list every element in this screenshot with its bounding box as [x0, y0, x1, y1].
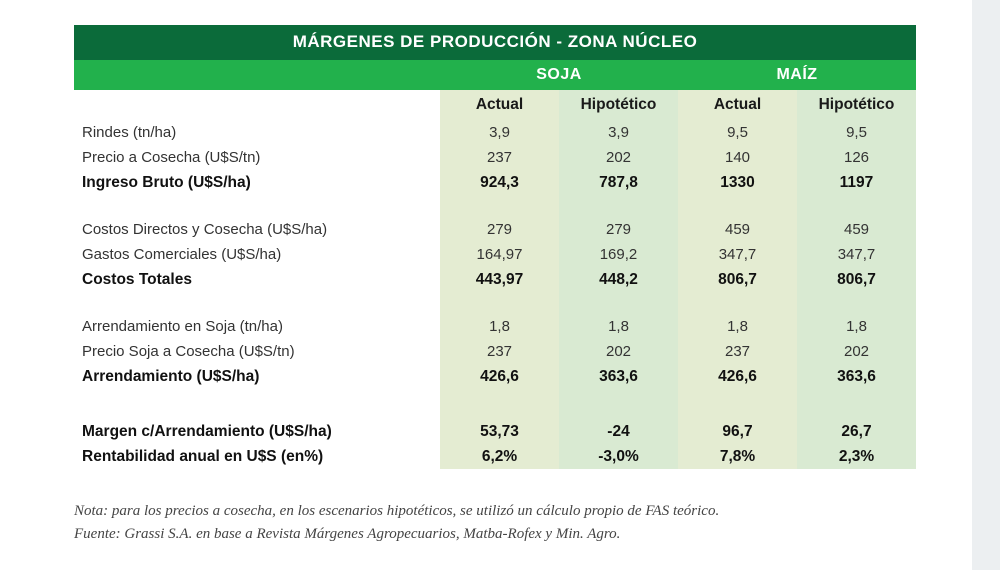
scenario-header-soja-hipotetico: Hipotético [580, 96, 657, 113]
table-notes [74, 500, 934, 545]
source-line: Fuente: Grassi S.A. en base a Revista Márgenes Agropecuarios, Matba-Rofex y Min. Agro. [74, 525, 621, 542]
table-row [74, 314, 916, 339]
row-label: Precio a Cosecha (U$S/tn) [82, 149, 261, 166]
row-label: Costos Directos y Cosecha (U$S/ha) [82, 221, 328, 238]
row-label: Gastos Comerciales (U$S/ha) [82, 246, 282, 263]
table-row [74, 170, 916, 195]
row-value: 363,6 [599, 367, 638, 385]
row-value: 237 [486, 149, 513, 166]
row-value: 363,6 [837, 367, 876, 385]
crop-header-soja: SOJA [536, 66, 582, 83]
row-value: 1197 [839, 173, 874, 191]
row-spacer [74, 195, 916, 217]
table-row [74, 120, 916, 145]
table-row [74, 217, 916, 242]
table-row [74, 444, 916, 469]
row-value: 202 [605, 149, 632, 166]
row-value: 6,2% [481, 447, 518, 465]
row-value: 9,5 [727, 124, 748, 141]
scenario-header-soja-actual: Actual [475, 96, 524, 113]
row-value: 237 [486, 343, 513, 360]
row-label: Costos Totales [82, 270, 192, 288]
row-value: 459 [843, 221, 870, 238]
crop-header-row [74, 60, 916, 90]
table-row [74, 267, 916, 292]
row-value: -3,0% [598, 447, 639, 465]
margins-table [74, 25, 916, 469]
row-value: 26,7 [841, 422, 872, 440]
row-value: 9,5 [846, 124, 867, 141]
scenario-header-maiz-actual: Actual [713, 96, 762, 113]
row-value: 1330 [720, 173, 755, 191]
note-line: Nota: para los precios a cosecha, en los escenarios hipotéticos, se utilizó un cálculo propio de FAS teórico. [74, 503, 720, 519]
row-value: 53,73 [480, 422, 519, 440]
row-label: Arrendamiento (U$S/ha) [82, 367, 260, 385]
row-value: 1,8 [846, 318, 867, 335]
row-spacer [74, 292, 916, 314]
row-value: 3,9 [489, 124, 510, 141]
row-value: 347,7 [718, 246, 757, 263]
row-label: Ingreso Bruto (U$S/ha) [82, 173, 251, 191]
table-row [74, 339, 916, 364]
row-value: 96,7 [722, 422, 753, 440]
table-row [74, 145, 916, 170]
row-value: 7,8% [719, 447, 756, 465]
page-right-margin-strip [972, 0, 1000, 570]
row-value: 3,9 [608, 124, 629, 141]
row-value: 426,6 [718, 367, 757, 385]
row-value: 448,2 [599, 270, 638, 288]
row-value: 459 [724, 221, 751, 238]
row-label: Rindes (tn/ha) [82, 124, 177, 141]
row-value: 279 [486, 221, 513, 238]
table-body [74, 90, 916, 469]
row-value: 924,3 [480, 173, 519, 191]
row-value: 164,97 [476, 246, 523, 263]
row-value: 279 [605, 221, 632, 238]
row-value: 787,8 [599, 173, 638, 191]
row-value: 443,97 [475, 270, 524, 288]
row-value: 426,6 [480, 367, 519, 385]
row-value: 140 [724, 149, 751, 166]
row-value: -24 [607, 422, 630, 440]
row-value: 169,2 [599, 246, 638, 263]
row-value: 237 [724, 343, 751, 360]
row-value: 806,7 [718, 270, 757, 288]
scenario-header-spacer [74, 90, 440, 120]
table-row [74, 419, 916, 444]
table-title: MÁRGENES DE PRODUCCIÓN - ZONA NÚCLEO [74, 25, 916, 60]
row-label: Margen c/Arrendamiento (U$S/ha) [82, 422, 332, 440]
row-value: 806,7 [837, 270, 876, 288]
table-row [74, 364, 916, 389]
scenario-header-row [74, 90, 916, 120]
row-label: Precio Soja a Cosecha (U$S/tn) [82, 343, 295, 360]
row-value: 1,8 [608, 318, 629, 335]
row-value: 1,8 [727, 318, 748, 335]
crop-header-maiz: MAÍZ [776, 66, 818, 83]
row-label: Arrendamiento en Soja (tn/ha) [82, 318, 283, 335]
row-value: 347,7 [837, 246, 876, 263]
data-table [74, 90, 916, 469]
row-spacer [74, 389, 916, 419]
row-label: Rentabilidad anual en U$S (en%) [82, 447, 324, 465]
row-value: 202 [605, 343, 632, 360]
row-value: 126 [843, 149, 870, 166]
row-value: 1,8 [489, 318, 510, 335]
row-value: 202 [843, 343, 870, 360]
table-row [74, 242, 916, 267]
row-value: 2,3% [838, 447, 875, 465]
scenario-header-maiz-hipotetico: Hipotético [818, 96, 895, 113]
